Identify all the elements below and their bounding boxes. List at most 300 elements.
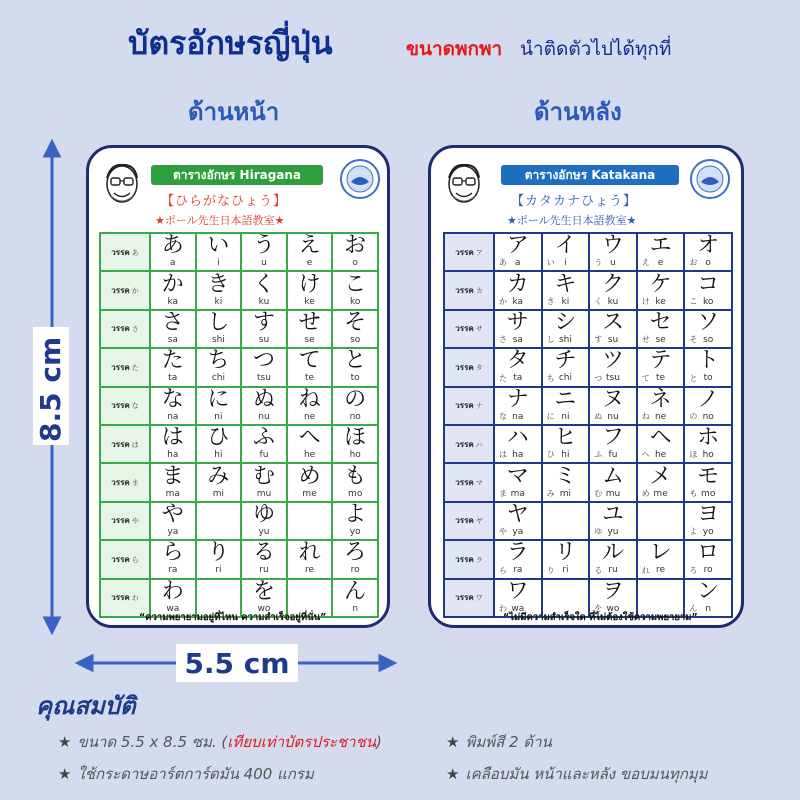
romaji-label: me [653,488,668,499]
kana-cell [542,387,590,425]
kana-cell [196,463,242,501]
table-row [100,271,378,309]
row-label-kana: カ [475,287,483,296]
romaji-label: mu [256,488,272,499]
hiragana-hint: は [499,450,507,460]
romaji-label: mu [605,488,621,499]
romaji-label: so [350,334,361,345]
kana-cell [332,463,378,501]
kana-character: ケ [649,271,672,297]
cartoon-face-icon [99,158,145,208]
table-row [100,348,378,386]
katakana-table [443,232,733,618]
subtitle: นำติดตัวไปได้ทุกที่ [520,38,672,60]
front-side-label: ด้านหน้า [188,98,280,126]
kana-character: エ [649,233,672,259]
romaji-label: ru [608,565,618,576]
kana-character: タ [506,348,529,374]
kana-character: ハ [506,425,529,451]
romaji-label: ro [703,565,713,576]
row-label [444,579,494,617]
katakana-card [428,145,744,628]
kana-character: シ [554,309,577,335]
kana-character: れ [298,540,321,566]
kana-character: ユ [601,501,624,527]
kana-cell [287,348,333,386]
hiragana-hint: か [499,296,507,306]
kana-cell [196,310,242,348]
kana-character: す [252,309,275,335]
kana-cell [241,463,287,501]
kana-character: ロ [697,540,720,566]
row-label-kana: か [131,287,139,296]
romaji-label: ku [258,296,270,307]
hiragana-hint: す [594,335,603,345]
romaji-label: ha [512,450,524,461]
feature-item [446,730,552,754]
kana-character: サ [506,309,529,335]
table-row [100,310,378,348]
hiragana-hint: こ [689,296,698,306]
romaji-label: to [703,373,713,384]
kana-cell [150,387,196,425]
kana-cell [196,387,242,425]
hiragana-hint: え [641,258,650,268]
kana-character: ヘ [649,425,672,451]
hiragana-hint: け [641,296,650,306]
row-label-text: วรรค [455,554,474,564]
kana-cell [542,271,590,309]
hiragana-hint: へ [641,450,650,460]
kana-cell [542,425,590,463]
kana-character: ア [506,233,529,259]
table-row [444,387,732,425]
kana-character: ね [298,386,321,412]
romaji-label: shi [211,334,225,345]
row-label-text: วรรค [455,516,474,526]
romaji-label: ha [167,450,179,461]
kana-cell [196,425,242,463]
row-label-text: วรรค [455,593,474,603]
romaji-label: ma [510,488,525,499]
kana-cell [589,310,637,348]
kana-cell [494,502,542,540]
kana-cell [287,540,333,578]
row-label [444,540,494,578]
romaji-label: no [349,411,361,422]
kana-character: メ [649,463,672,489]
hiragana-hint: ね [641,411,650,421]
kana-character: モ [697,463,720,489]
kana-character: た [161,348,184,374]
kana-cell [494,271,542,309]
hiragana-hint: む [594,488,603,498]
cartoon-face-icon [441,158,487,208]
hiragana-hint: て [641,373,650,383]
kana-cell [589,271,637,309]
romaji-label: ta [168,373,178,384]
row-label-text: วรรค [455,362,474,372]
feature-highlight: เทียบเท่าบัตรประชาชน [227,733,377,751]
row-label [100,348,150,386]
subtitle-highlight: ขนาดพกพา [406,38,503,60]
row-label-kana: ア [475,248,483,257]
kana-character: こ [344,271,367,297]
hiragana-hint: く [594,296,603,306]
hiragana-hint: ふ [594,450,603,460]
romaji-label: chi [558,373,572,384]
kana-cell [241,387,287,425]
row-label-kana: な [131,402,139,411]
width-dimension: 5.5 cm [176,644,298,682]
kana-character: よ [344,501,367,527]
row-label [444,233,494,271]
back-side-label: ด้านหลัง [534,98,622,126]
kana-character: ネ [649,386,672,412]
kana-cell [542,463,590,501]
romaji-label: he [654,450,667,461]
table-row [444,425,732,463]
kana-character: ワ [506,578,529,604]
kana-character: ス [601,309,624,335]
row-label [100,463,150,501]
kana-character: ノ [697,386,720,412]
kana-cell [332,502,378,540]
hiragana-hint: た [499,373,507,383]
romaji-label: ne [303,411,316,422]
kana-cell [150,463,196,501]
row-label-text: วรรค [455,247,474,257]
kana-character: イ [554,233,577,259]
romaji-label: ni [214,411,223,422]
kana-character: し [207,309,230,335]
kana-cell [684,540,732,578]
kana-character: と [344,348,367,374]
romaji-label: ke [655,296,666,307]
star-icon: ★ [58,733,72,751]
romaji-label: ki [561,296,570,307]
kana-character: オ [697,233,720,259]
kana-character: き [207,271,230,297]
row-label-text: วรรค [111,247,130,257]
kana-cell [287,425,333,463]
row-label [444,463,494,501]
hiragana-hint: ゆ [594,527,603,537]
romaji-label: he [303,450,316,461]
kana-character: リ [554,540,577,566]
feature-item [58,762,314,786]
kana-character: ニ [554,386,577,412]
kana-cell [332,348,378,386]
table-row [100,502,378,540]
romaji-label: ke [304,296,315,307]
kana-character: ヲ [601,578,624,604]
kana-cell [589,387,637,425]
table-row [444,348,732,386]
romaji-label: wo [606,603,620,614]
feature-text: เคลือบมัน หน้าและหลัง ขอบมนทุกมุม [465,765,708,783]
row-label-text: วรรค [111,478,130,488]
hiragana-hint: の [689,411,698,421]
kana-character: せ [298,309,321,335]
kana-cell [241,233,287,271]
kana-cell [542,348,590,386]
romaji-label: tsu [257,373,271,384]
kana-cell [332,271,378,309]
romaji-label: na [512,411,524,422]
table-row [444,271,732,309]
romaji-label: nu [607,411,619,422]
romaji-label: te [656,373,666,384]
star-icon: ★ [446,765,460,783]
kana-cell [150,540,196,578]
romaji-label: e [657,258,664,269]
row-label-kana: ラ [475,555,483,564]
kana-character: カ [506,271,529,297]
romaji-label: su [258,334,270,345]
row-label [444,348,494,386]
romaji-label: so [703,334,714,345]
kana-character: ま [161,463,184,489]
kana-character: ほ [344,425,367,451]
row-label-kana: ら [131,555,139,564]
romaji-label: ka [167,296,179,307]
kana-character: な [161,386,184,412]
kana-character: む [252,463,275,489]
romaji-label: ko [349,296,361,307]
row-label-text: วรรค [455,401,474,411]
kana-cell [494,310,542,348]
kana-character: フ [601,425,624,451]
row-label-text: วรรค [111,401,130,411]
romaji-label: hi [561,450,570,461]
row-label-text: วรรค [111,324,130,334]
romaji-label: sa [167,334,178,345]
table-row [100,540,378,578]
row-label-kana: あ [131,248,139,257]
card-header: ตารางอักษร Hiragana [151,165,323,185]
kana-cell [589,348,637,386]
kana-character: ん [344,578,367,604]
romaji-label: se [304,334,315,345]
kana-cell [637,425,685,463]
kana-character: チ [554,348,577,374]
kana-cell [494,233,542,271]
hiragana-hint: お [689,258,698,268]
hiragana-hint: み [546,488,555,498]
kana-cell [589,463,637,501]
romaji-label: ho [702,450,714,461]
hiragana-hint: め [641,488,650,498]
row-label-text: วรรค [455,324,474,334]
hiragana-hint: い [546,258,555,268]
card-quote: “ความพยายามอยู่ที่ไหน ความสำเร็จอยู่ที่นั่น” [139,612,327,623]
hiragana-hint: に [546,411,555,421]
kana-cell [196,271,242,309]
kana-cell [150,502,196,540]
kana-character: ク [601,271,624,297]
romaji-label: na [167,411,179,422]
row-label [100,233,150,271]
hiragana-hint: ら [499,565,507,575]
kana-cell [589,233,637,271]
romaji-label: yo [349,526,361,537]
romaji-label: mo [348,488,363,499]
kana-cell [332,387,378,425]
romaji-label: ya [167,526,179,537]
romaji-label: yo [702,526,714,537]
hiragana-hint: せ [641,335,650,345]
hiragana-hint: そ [689,335,698,345]
kana-cell [332,579,378,617]
romaji-label: tsu [606,373,620,384]
romaji-label: re [656,565,666,576]
kana-cell [637,502,685,540]
romaji-label: mi [559,488,572,499]
kana-cell [332,233,378,271]
kana-character: め [298,463,321,489]
hiragana-hint: や [499,527,507,537]
row-label [444,310,494,348]
hiragana-hint: ま [499,488,507,498]
row-label-text: วรรค [111,362,130,372]
kana-character: わ [161,578,184,604]
kana-character: に [207,386,230,412]
romaji-label: ra [168,565,178,576]
kana-cell [637,310,685,348]
romaji-label: o [352,258,358,269]
row-label-kana: は [131,440,139,449]
feature-text-end: ) [376,733,382,751]
row-label [100,425,150,463]
kana-cell [150,348,196,386]
kana-cell [287,271,333,309]
kana-cell [332,425,378,463]
romaji-label: se [655,334,666,345]
kana-cell [637,387,685,425]
romaji-label: nu [258,411,270,422]
kana-cell [287,463,333,501]
school-name: ★ポール先生日本語教室★ [155,214,285,227]
feature-text: พิมพ์สี 2 ด้าน [465,733,552,751]
romaji-label: ro [350,565,360,576]
kana-character: ト [697,348,720,374]
kana-character: さ [161,309,184,335]
romaji-label: i [564,258,567,269]
kana-character: る [252,540,275,566]
kana-character: ツ [601,348,624,374]
romaji-label: me [302,488,317,499]
romaji-label: u [610,258,616,269]
romaji-label: fu [259,450,269,461]
kana-character: う [252,233,275,259]
row-label [100,387,150,425]
romaji-label: hi [214,450,223,461]
hiragana-hint: わ [499,603,507,613]
feature-item [58,730,382,754]
table-row [444,310,732,348]
kana-character: ナ [506,386,529,412]
row-label-text: วรรค [111,554,130,564]
romaji-label: sa [512,334,523,345]
row-label-kana: マ [475,479,483,488]
hiragana-hint: と [689,373,698,383]
kana-cell [589,425,637,463]
romaji-label: yu [607,526,619,537]
school-seal-icon [339,158,381,200]
kana-character: て [298,348,321,374]
romaji-label: n [352,603,359,614]
kana-character: レ [649,540,672,566]
kana-character: キ [554,271,577,297]
feature-text: ขนาด 5.5 x 8.5 ซม. ( [77,733,228,751]
table-row [444,540,732,578]
table-row [444,233,732,271]
kana-character: ひ [207,425,230,451]
kana-subtitle: 【カタカナひょう】 [511,194,638,209]
hiragana-hint: つ [594,373,603,383]
kana-cell [684,348,732,386]
kana-character: く [252,271,275,297]
row-label [444,387,494,425]
kana-cell [196,502,242,540]
kana-cell [637,271,685,309]
hiragana-hint: な [499,411,507,421]
kana-character: ヌ [601,386,624,412]
kana-cell [241,502,287,540]
kana-cell [542,502,590,540]
romaji-label: mo [701,488,716,499]
romaji-label: ra [513,565,523,576]
kana-character: ル [601,540,624,566]
romaji-label: u [261,258,267,269]
romaji-label: ta [513,373,523,384]
row-label [444,425,494,463]
kana-cell [196,348,242,386]
romaji-label: a [170,258,176,269]
kana-character: か [161,271,184,297]
row-label-kana: た [131,363,139,372]
kana-character: や [161,501,184,527]
row-label-text: วรรค [455,478,474,488]
romaji-label: ka [512,296,524,307]
height-dimension: 8.5 cm [34,336,67,442]
card-quote: “ไม่มีความสำเร็จใด ที่ไม่ต้องใช้ความพยายาม” [503,612,698,623]
kana-cell [684,463,732,501]
hiragana-hint: ひ [546,450,555,460]
hiragana-hint: ぬ [594,411,603,421]
romaji-label: ru [259,565,269,576]
row-label-text: วรรค [111,516,130,526]
kana-cell [150,271,196,309]
hiragana-table [99,232,379,618]
kana-character: ヤ [506,501,529,527]
kana-character: セ [649,309,672,335]
row-label [100,502,150,540]
romaji-label: no [702,411,714,422]
hiragana-card [86,145,390,628]
kana-cell [589,540,637,578]
kana-character: み [207,463,230,489]
kana-cell [637,540,685,578]
row-label-text: วรรค [455,286,474,296]
hiragana-hint: し [546,335,555,345]
kana-cell [494,425,542,463]
card-header: ตารางอักษร Katakana [501,165,679,185]
hiragana-hint: り [546,565,555,575]
row-label-kana: ワ [475,594,483,603]
hiragana-hint: を [594,603,603,613]
